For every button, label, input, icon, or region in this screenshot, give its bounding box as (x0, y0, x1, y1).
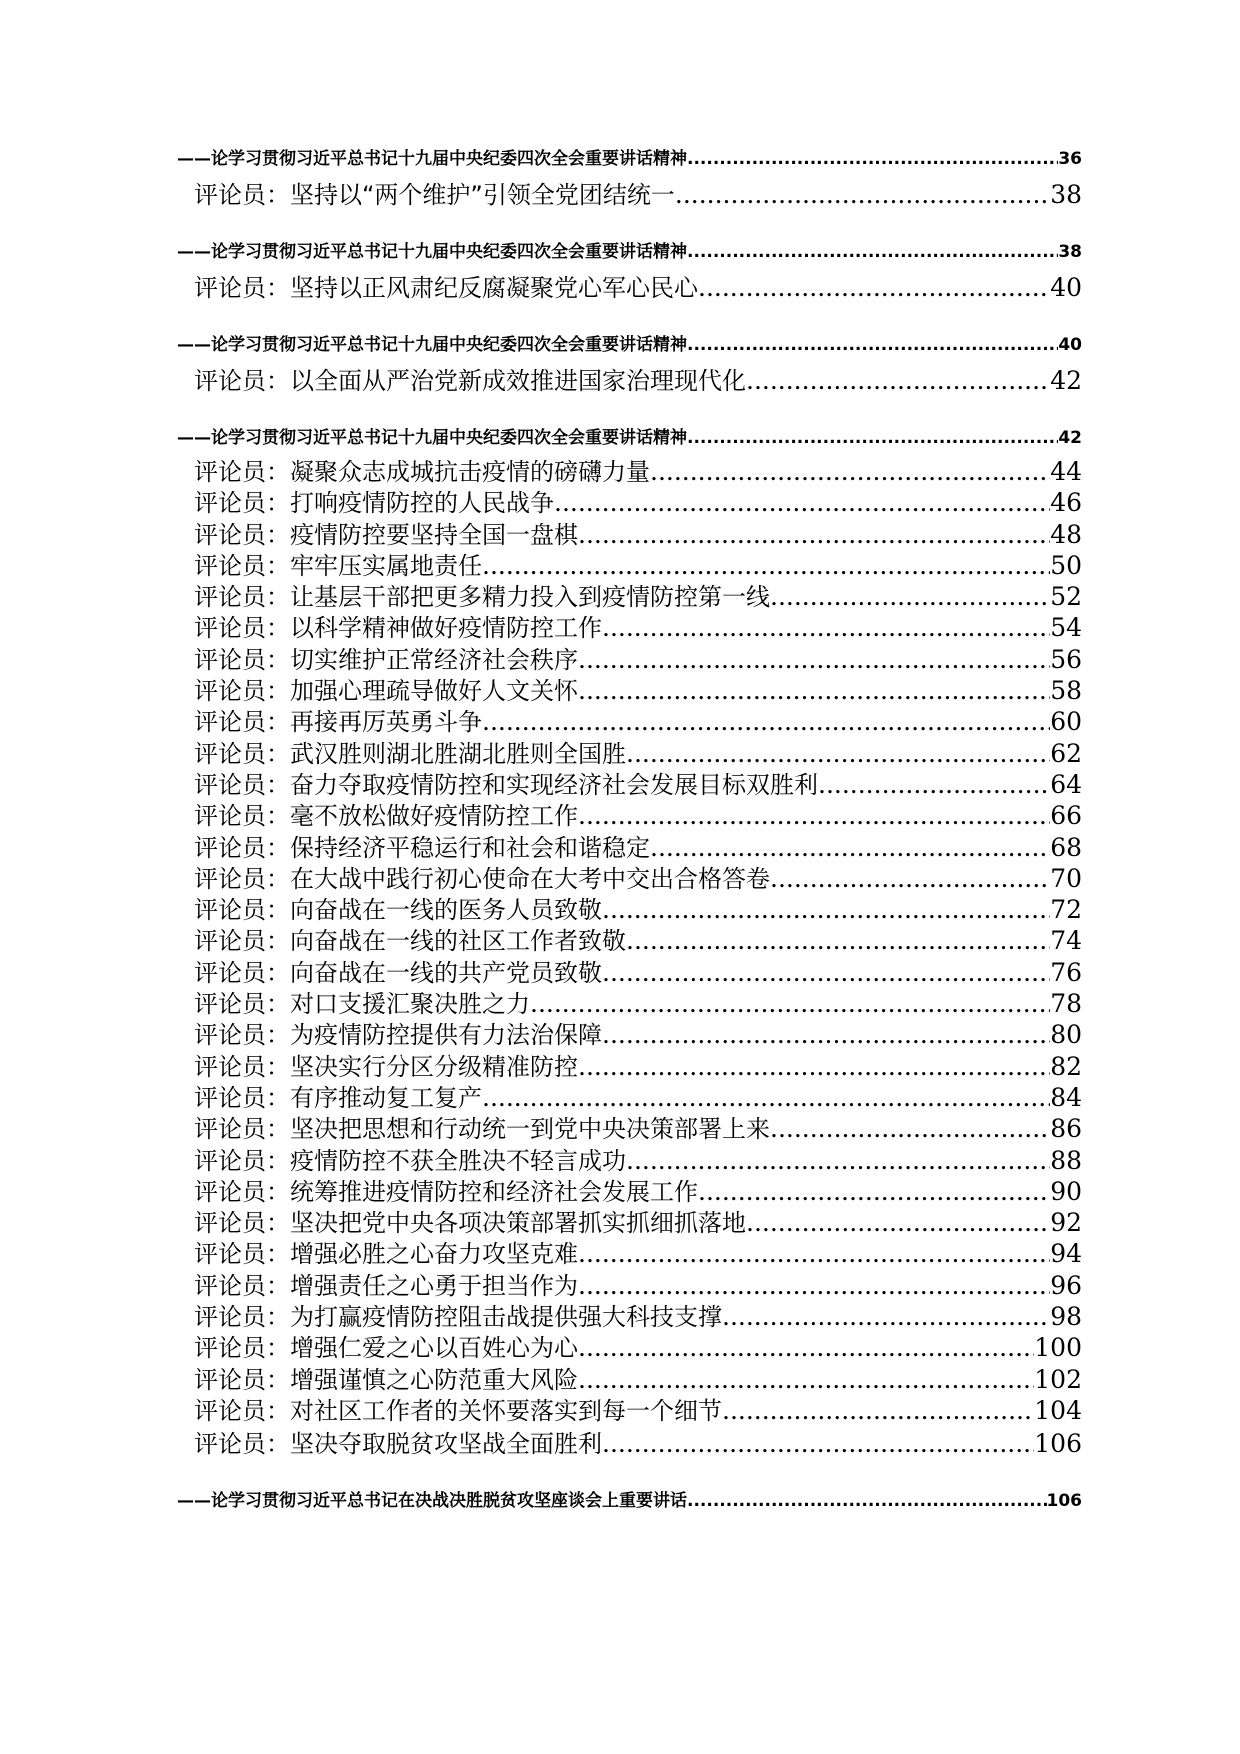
toc-dot-leader (530, 988, 1050, 1019)
toc-dot-leader (578, 1364, 1034, 1395)
toc-entry-title: 评论员：坚决夺取脱贫攻坚战全面胜利 (194, 1430, 602, 1459)
toc-entry[interactable] (177, 1426, 1082, 1462)
table-of-contents (177, 141, 1082, 1519)
toc-subtitle-entry[interactable] (177, 327, 1082, 363)
toc-dot-leader (770, 1113, 1050, 1144)
toc-entry[interactable] (177, 363, 1082, 399)
toc-entry[interactable] (177, 487, 1082, 518)
toc-page-number: 96 (1050, 1270, 1082, 1300)
toc-entry[interactable] (177, 456, 1082, 487)
toc-entry-title: 评论员：疫情防控不获全胜决不轻言成功 (194, 1146, 626, 1175)
toc-entry-title: 评论员：有序推动复工复产 (194, 1083, 482, 1112)
toc-page-number: 52 (1050, 582, 1082, 612)
toc-page-number: 92 (1050, 1208, 1082, 1238)
toc-entry-title: 评论员：增强谨慎之心防范重大风险 (194, 1365, 578, 1394)
toc-dot-leader (626, 925, 1050, 956)
toc-dot-leader (770, 581, 1050, 612)
toc-page-number: 68 (1050, 832, 1082, 862)
toc-page-number: 48 (1050, 519, 1082, 549)
toc-entry[interactable] (177, 612, 1082, 643)
toc-entry[interactable] (177, 1176, 1082, 1207)
toc-page-number: 104 (1034, 1395, 1082, 1425)
toc-page-number: 40 (1050, 273, 1082, 302)
toc-dot-leader (650, 832, 1050, 863)
toc-dot-leader (687, 1483, 1047, 1519)
toc-dot-leader (578, 1238, 1050, 1269)
toc-entry[interactable] (177, 832, 1082, 863)
toc-page-number: 100 (1034, 1333, 1082, 1363)
toc-page-number: 40 (1058, 335, 1082, 355)
toc-entry[interactable] (177, 800, 1082, 831)
toc-page-number: 72 (1050, 895, 1082, 925)
toc-page-number: 80 (1050, 1020, 1082, 1050)
toc-entry[interactable] (177, 925, 1082, 956)
toc-dot-leader (578, 1332, 1034, 1363)
toc-page-number: 98 (1050, 1302, 1082, 1332)
toc-entry-title: ——论学习贯彻习近平总书记十九届中央纪委四次全会重要讲话精神 (177, 149, 687, 169)
toc-entry-title: 评论员：对社区工作者的关怀要落实到每一个细节 (194, 1396, 722, 1425)
toc-entry-title: 评论员：向奋战在一线的共产党员致敬 (194, 958, 602, 987)
toc-page-number: 36 (1058, 149, 1082, 169)
toc-entry-title: 评论员：再接再厉英勇斗争 (194, 708, 482, 737)
toc-entry[interactable] (177, 1145, 1082, 1176)
toc-entry[interactable] (177, 1051, 1082, 1082)
toc-entry-title: 评论员：统筹推进疫情防控和经济社会发展工作 (194, 1177, 698, 1206)
toc-page-number: 70 (1050, 863, 1082, 893)
toc-entry[interactable] (177, 863, 1082, 894)
toc-page-number: 50 (1050, 550, 1082, 580)
toc-entry[interactable] (177, 581, 1082, 612)
toc-dot-leader (687, 327, 1058, 363)
toc-entry-title: 评论员：为疫情防控提供有力法治保障 (194, 1021, 602, 1050)
toc-page-number: 94 (1050, 1239, 1082, 1269)
toc-entry[interactable] (177, 644, 1082, 675)
toc-page-number: 60 (1050, 707, 1082, 737)
toc-entry-title: 评论员：向奋战在一线的医务人员致敬 (194, 896, 602, 925)
toc-entry-title: 评论员：在大战中践行初心使命在大考中交出合格答卷 (194, 864, 770, 893)
toc-dot-leader (482, 706, 1050, 737)
toc-entry-title: 评论员：凝聚众志成城抗击疫情的磅礴力量 (194, 458, 650, 486)
toc-dot-leader (626, 1145, 1050, 1176)
toc-dot-leader (746, 1207, 1050, 1238)
toc-entry-title: 评论员：武汉胜则湖北胜湖北胜则全国胜 (194, 739, 626, 768)
toc-entry-title: 评论员：坚决把党中央各项决策部署抓实抓细抓落地 (194, 1209, 746, 1238)
toc-subtitle-entry[interactable] (177, 420, 1082, 456)
toc-dot-leader (626, 738, 1050, 769)
toc-dot-leader (578, 1051, 1050, 1082)
toc-entry-title: 评论员：坚持以“两个维护”引领全党团结统一 (194, 181, 675, 209)
toc-entry-title: 评论员：坚决把思想和行动统一到党中央决策部署上来 (194, 1115, 770, 1144)
toc-entry[interactable] (177, 769, 1082, 800)
toc-page-number: 56 (1050, 644, 1082, 674)
toc-entry-title: 评论员：以全面从严治党新成效推进国家治理现代化 (194, 367, 746, 395)
toc-page-number: 88 (1050, 1145, 1082, 1175)
toc-entry[interactable] (177, 1113, 1082, 1144)
toc-entry-title: 评论员：对口支援汇聚决胜之力 (194, 990, 530, 1019)
toc-dot-leader (818, 769, 1050, 800)
toc-entry-title: 评论员：向奋战在一线的社区工作者致敬 (194, 927, 626, 956)
toc-dot-leader (602, 957, 1050, 988)
toc-entry[interactable] (177, 675, 1082, 706)
toc-entry-title: 评论员：让基层干部把更多精力投入到疫情防控第一线 (194, 583, 770, 612)
toc-entry-title: ——论学习贯彻习近平总书记在决战决胜脱贫攻坚座谈会上重要讲话 (177, 1491, 687, 1512)
toc-page-number: 106 (1046, 1491, 1082, 1512)
section-gap (177, 1462, 1082, 1483)
toc-entry[interactable] (177, 550, 1082, 581)
toc-dot-leader (482, 1082, 1050, 1113)
toc-dot-leader (746, 363, 1050, 399)
toc-entry-title: 评论员：切实维护正常经济社会秩序 (194, 645, 578, 674)
toc-dot-leader (578, 644, 1050, 675)
toc-page-number: 66 (1050, 801, 1082, 831)
toc-page-number: 54 (1050, 613, 1082, 643)
toc-entry-title: 评论员：增强责任之心勇于担当作为 (194, 1271, 578, 1300)
toc-entry-title: 评论员：坚持以正风肃纪反腐凝聚党心军心民心 (194, 274, 698, 302)
section-gap (177, 399, 1082, 420)
toc-dot-leader (687, 420, 1058, 456)
toc-dot-leader (578, 1270, 1050, 1301)
toc-subtitle-entry[interactable] (177, 1483, 1082, 1519)
toc-entry[interactable] (177, 1332, 1082, 1363)
toc-dot-leader (602, 894, 1050, 925)
toc-entry[interactable] (177, 894, 1082, 925)
toc-dot-leader (698, 270, 1050, 306)
toc-page-number: 44 (1050, 457, 1082, 486)
toc-entry-title: 评论员：增强必胜之心奋力攻坚克难 (194, 1240, 578, 1269)
toc-page-number: 76 (1050, 957, 1082, 987)
toc-dot-leader (698, 1176, 1050, 1207)
toc-page-number: 38 (1058, 242, 1082, 262)
toc-dot-leader (722, 1395, 1034, 1426)
toc-dot-leader (554, 487, 1050, 518)
toc-dot-leader (602, 612, 1050, 643)
toc-entry[interactable] (177, 270, 1082, 306)
toc-page-number: 78 (1050, 989, 1082, 1019)
toc-dot-leader (770, 863, 1050, 894)
toc-page-number: 90 (1050, 1176, 1082, 1206)
toc-dot-leader (722, 1301, 1050, 1332)
toc-entry[interactable] (177, 1270, 1082, 1301)
toc-page-number: 58 (1050, 676, 1082, 706)
toc-entry[interactable] (177, 177, 1082, 213)
toc-entry-title: 评论员：奋力夺取疫情防控和实现经济社会发展目标双胜利 (194, 770, 818, 799)
toc-entry-title: 评论员：增强仁爱之心以百姓心为心 (194, 1334, 578, 1363)
toc-entry[interactable] (177, 957, 1082, 988)
toc-entry-title: 评论员：以科学精神做好疫情防控工作 (194, 614, 602, 643)
toc-page-number: 38 (1050, 180, 1082, 209)
toc-entry-title: 评论员：打响疫情防控的人民战争 (194, 489, 554, 518)
toc-entry-title: 评论员：为打赢疫情防控阻击战提供强大科技支撑 (194, 1303, 722, 1332)
toc-entry-title: ——论学习贯彻习近平总书记十九届中央纪委四次全会重要讲话精神 (177, 428, 687, 448)
toc-page-number: 82 (1050, 1051, 1082, 1081)
toc-dot-leader (602, 1019, 1050, 1050)
toc-entry[interactable] (177, 1301, 1082, 1332)
toc-entry[interactable] (177, 1082, 1082, 1113)
toc-page-number: 62 (1050, 738, 1082, 768)
toc-page-number: 42 (1050, 366, 1082, 395)
toc-page-number: 46 (1050, 488, 1082, 518)
toc-page-number: 86 (1050, 1114, 1082, 1144)
toc-entry[interactable] (177, 1207, 1082, 1238)
toc-page-number: 102 (1034, 1364, 1082, 1394)
toc-dot-leader (602, 1426, 1034, 1462)
toc-entry-title: 评论员：牢牢压实属地责任 (194, 551, 482, 580)
toc-entry[interactable] (177, 738, 1082, 769)
toc-subtitle-entry[interactable] (177, 234, 1082, 270)
toc-entry-title: 评论员：疫情防控要坚持全国一盘棋 (194, 520, 578, 549)
toc-subtitle-entry[interactable] (177, 141, 1082, 177)
toc-dot-leader (650, 456, 1050, 487)
toc-entry[interactable] (177, 519, 1082, 550)
section-gap (177, 213, 1082, 234)
toc-entry[interactable] (177, 1364, 1082, 1395)
toc-entry-title: ——论学习贯彻习近平总书记十九届中央纪委四次全会重要讲话精神 (177, 335, 687, 355)
toc-page-number: 64 (1050, 769, 1082, 799)
toc-entry-title: 评论员：毫不放松做好疫情防控工作 (194, 802, 578, 831)
toc-entry[interactable] (177, 1238, 1082, 1269)
toc-dot-leader (578, 800, 1050, 831)
toc-dot-leader (687, 141, 1058, 177)
toc-dot-leader (687, 234, 1058, 270)
toc-entry[interactable] (177, 988, 1082, 1019)
toc-entry[interactable] (177, 1395, 1082, 1426)
toc-dot-leader (482, 550, 1050, 581)
toc-entry-title: 评论员：保持经济平稳运行和社会和谐稳定 (194, 833, 650, 862)
toc-entry-list (177, 456, 1082, 1426)
toc-page-number: 106 (1034, 1429, 1082, 1459)
toc-entry[interactable] (177, 706, 1082, 737)
toc-dot-leader (578, 519, 1050, 550)
toc-entry-title: ——论学习贯彻习近平总书记十九届中央纪委四次全会重要讲话精神 (177, 242, 687, 262)
toc-dot-leader (578, 675, 1050, 706)
toc-entry-title: 评论员：坚决实行分区分级精准防控 (194, 1052, 578, 1081)
section-gap (177, 306, 1082, 327)
toc-page-number: 74 (1050, 926, 1082, 956)
toc-page-number: 42 (1058, 428, 1082, 448)
toc-dot-leader (675, 177, 1050, 213)
toc-entry[interactable] (177, 1019, 1082, 1050)
toc-page-number: 84 (1050, 1082, 1082, 1112)
toc-entry-title: 评论员：加强心理疏导做好人文关怀 (194, 677, 578, 706)
